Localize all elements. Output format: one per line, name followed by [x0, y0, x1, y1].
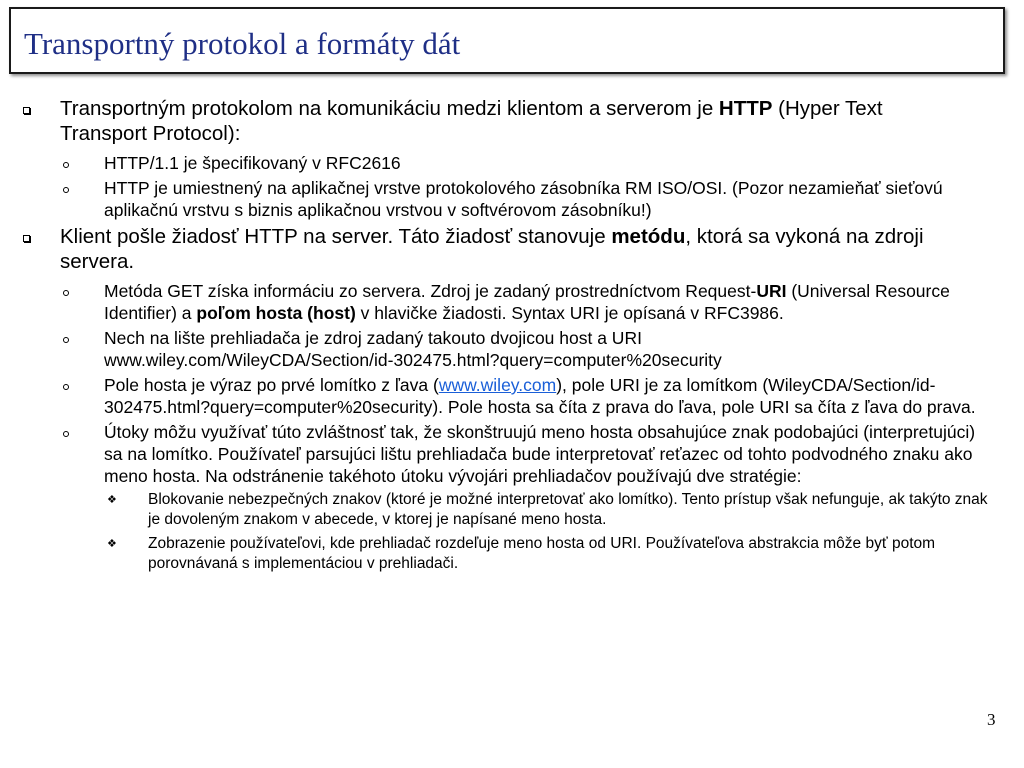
- page-number: 3: [987, 710, 996, 729]
- slide-title-box: [9, 7, 1005, 74]
- wiley-link[interactable]: www.wiley.com: [438, 375, 557, 395]
- square-bullet-icon: [23, 107, 30, 114]
- diamond-bullet-icon: ❖: [107, 538, 117, 550]
- sub-bullet-host-field: Pole hosta je výraz po prvé lomítko z ľava (www.wiley.com), pole URI je za lomítkom (WileyCDA/Section/id-302475.html?query=computer%20security). Pole hosta sa číta z prava do ľava, pole URI sa číta z ľava do prava.: [0, 374, 994, 418]
- strategy-blocking: ❖ Blokovanie nebezpečných znakov (ktoré je možné interpretovať ako lomítko). Tento prístup však nefunguje, ak takýto znak je dovoleným znakom v abecede, v ktorej je napísané meno hosta.: [107, 491, 988, 528]
- square-bullet-icon: [23, 235, 30, 242]
- circle-bullet-icon: [63, 384, 69, 390]
- circle-bullet-icon: [63, 337, 69, 343]
- circle-bullet-icon: [63, 187, 69, 193]
- bullet-client-request: Klient pošle žiadosť HTTP na server. Táto žiadosť stanovuje metódu, ktorá sa vykoná na zdroji servera.: [0, 224, 960, 274]
- slide-title: Transportný protokol a formáty dát: [24, 26, 461, 61]
- sub-bullet-rfc2616: HTTP/1.1 je špecifikovaný v RFC2616: [0, 152, 994, 174]
- sub-bullet-host-uri-example: Nech na lište prehliadača je zdroj zadaný takouto dvojicou host a URI www.wiley.com/WileyCDA/Section/id-302475.html?query=computer%20security: [0, 327, 994, 371]
- bullet-http-protocol: Transportným protokolom na komunikáciu medzi klientom a serverom je HTTP (Hyper Text Transport Protocol):: [0, 96, 960, 146]
- circle-bullet-icon: [63, 431, 69, 437]
- slide-content: [0, 96, 1024, 578]
- sub-bullet-get-method: Metóda GET získa informáciu zo servera. Zdroj je zadaný prostredníctvom Request-URI (Universal Resource Identifier) a poľom hosta (host) v hlavičke žiadosti. Syntax URI je opísaná v RFC3986.: [0, 280, 994, 324]
- circle-bullet-icon: [63, 162, 69, 168]
- sub-bullet-attacks: Útoky môžu využívať túto zvláštnosť tak, že skonštruujú meno hosta obsahujúce znak podobajúci (interpretujúci) sa na lomítko. Používateľ parsujúci lištu prehliadača bude interpretovať reťazec od tohto podvodného znaku ako meno hosta. Na odstránenie takéhoto útoku vývojári prehliadačov používajú dve stratégie:: [0, 421, 994, 487]
- strategy-display: ❖ Zobrazenie používateľovi, kde prehliadač rozdeľuje meno hosta od URI. Používateľova abstrakcia môže byť potom porovnávaná s implementáciou v prehliadači.: [107, 535, 936, 572]
- diamond-bullet-icon: ❖: [107, 494, 117, 506]
- circle-bullet-icon: [63, 290, 69, 296]
- sub-bullet-application-layer: HTTP je umiestnený na aplikačnej vrstve protokolového zásobníka RM ISO/OSI. (Pozor nezamieňať sieťovú aplikačnú vrstvu s biznis aplikačnou vrstvou v softvérovom zásobníku!): [0, 177, 994, 221]
